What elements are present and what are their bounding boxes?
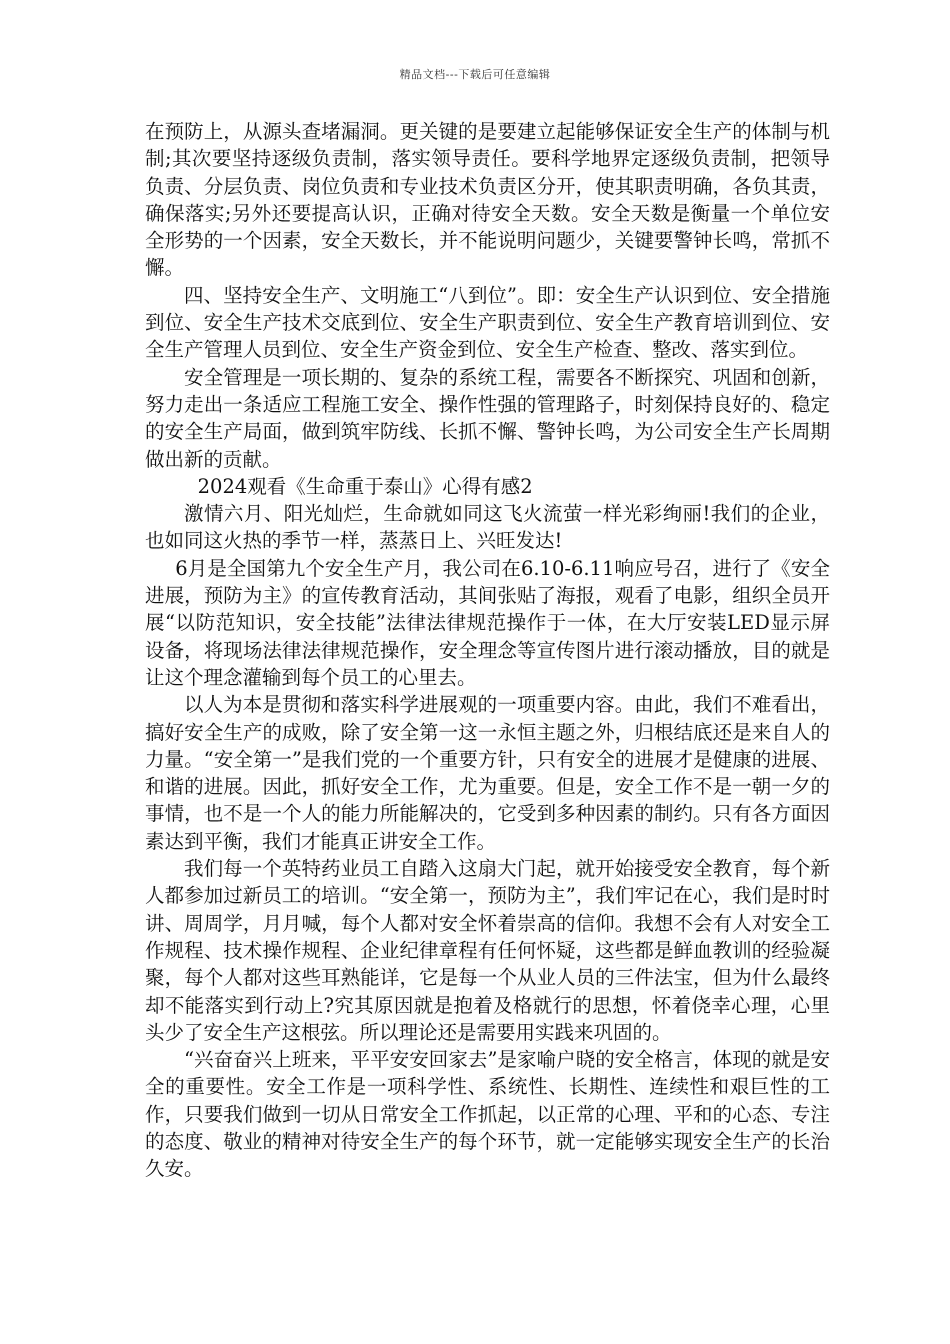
- document-body: [145, 118, 830, 1183]
- paragraph-3: 安全管理是一项长期的、复杂的系统工程，需要各不断探究、巩固和创新，努力走出一条适应工程施工安全、操作性强的管理路子，时刻保持良好的、稳定的安全生产局面，做到筑牢防线、长抓不懈、警钟长鸣，为公司安全生产长周期做出新的贡献。: [145, 365, 830, 471]
- paragraph-6: 以人为本是贯彻和落实科学进展观的一项重要内容。由此，我们不难看出，搞好安全生产的成败，除了安全第一这一永恒主题之外，归根结底还是来自人的力量。“安全第一”是我们党的一个重要方针，只有安全的进展才是健康的进展、和谐的进展。因此，抓好安全工作，尤为重要。但是，安全工作不是一朝一夕的事情，也不是一个人的能力所能解决的，它受到多种因素的制约。只有各方面因素达到平衡，我们才能真正讲安全工作。: [145, 693, 830, 853]
- paragraph-1: 在预防上，从源头查堵漏洞。更关键的是要建立起能够保证安全生产的体制与机制;其次要坚持逐级负责制，落实领导责任。要科学地界定逐级负责制，把领导负责、分层负责、岗位负责和专业技术负责区分开，使其职责明确，各负其责，确保落实;另外还要提高认识，正确对待安全天数。安全天数是衡量一个单位安全形势的一个因素，安全天数长，并不能说明问题少，关键要警钟长鸣，常抓不懈。: [145, 120, 830, 280]
- page-header: 精品文档---下载后可任意编辑: [399, 68, 551, 81]
- paragraph-7: 我们每一个英特药业员工自踏入这扇大门起，就开始接受安全教育，每个新人都参加过新员工的培训。“安全第一，预防为主”，我们牢记在心，我们是时时讲、周周学，月月喊，每个人都对安全怀着崇高的信仰。我想不会有人对安全工作规程、技术操作规程、企业纪律章程有任何怀疑，这些都是鲜血教训的经验凝聚，每个人都对这些耳熟能详，它是每一个从业人员的三件法宝，但为什么最终却不能落实到行动上?究其原因就是抱着及格就行的思想，怀着侥幸心理，心里头少了安全生产这根弦。所以理论还是需要用实践来巩固的。: [145, 857, 830, 1044]
- section-heading: 2024观看《生命重于泰山》心得有感2: [197, 474, 533, 498]
- paragraph-2: 四、坚持安全生产、文明施工“八到位”。即：安全生产认识到位、安全措施到位、安全生产技术交底到位、安全生产职责到位、安全生产教育培训到位、安全生产管理人员到位、安全生产资金到位、安全生产检查、整改、落实到位。: [145, 283, 830, 362]
- paragraph-4: 激情六月、阳光灿烂，生命就如同这飞火流萤一样光彩绚丽!我们的企业，也如同这火热的季节一样，蒸蒸日上、兴旺发达!: [145, 502, 830, 553]
- paragraph-8: “兴奋奋兴上班来，平平安安回家去”是家喻户晓的安全格言，体现的就是安全的重要性。安全工作是一项科学性、系统性、长期性、连续性和艰巨性的工作，只要我们做到一切从日常安全工作抓起，以正常的心理、平和的心态、专注的态度、敬业的精神对待安全生产的每个环节，就一定能够实现安全生产的长治久安。: [145, 1048, 830, 1181]
- paragraph-5: 6月是全国第九个安全生产月，我公司在6.10-6.11响应号召，进行了《安全进展，预防为主》的宣传教育活动，其间张贴了海报，观看了电影，组织全员开展“以防范知识，安全技能”法律法律规范操作于一体，在大厅安装LED显示屏设备，将现场法律法律规范操作，安全理念等宣传图片进行滚动播放，目的就是让这个理念灌输到每个员工的心里去。: [145, 556, 830, 689]
